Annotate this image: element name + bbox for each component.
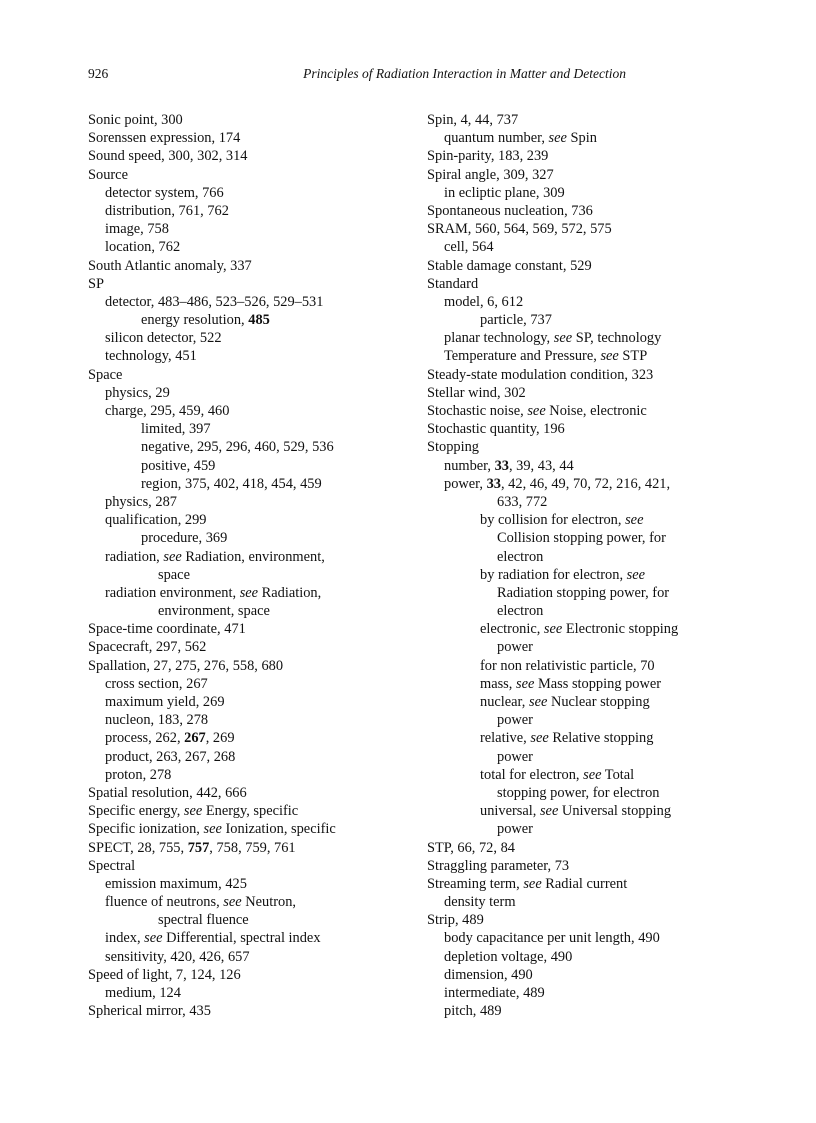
page-number: 926 <box>88 66 109 81</box>
entry-text: Collision stopping power, for <box>497 530 666 547</box>
index-entry <box>427 347 757 365</box>
entry-text: Spatial resolution, 442, 666 <box>88 784 247 801</box>
index-entry <box>427 657 757 675</box>
entry-text: qualification, 299 <box>105 512 207 529</box>
entry-text: environment, space <box>158 603 270 620</box>
entry-text: depletion voltage, 490 <box>444 948 573 965</box>
entry-text: detector system, 766 <box>105 184 224 201</box>
entry-text: Energy, specific <box>202 803 299 820</box>
index-entry <box>427 875 757 893</box>
entry-text: SP, technology <box>572 330 662 347</box>
entry-text: Spacecraft, 297, 562 <box>88 639 207 656</box>
entry-text: Strip, 489 <box>427 912 484 929</box>
entry-text: Specific energy, <box>88 803 184 820</box>
index-entry <box>88 984 408 1002</box>
entry-text: STP <box>618 348 648 365</box>
see-reference: see <box>539 803 559 820</box>
index-entry <box>88 548 408 566</box>
index-entry <box>427 366 757 384</box>
index-entry <box>427 238 757 256</box>
entry-text: Sonic point, 300 <box>88 112 183 128</box>
entry-text: density term <box>444 894 516 911</box>
index-entry <box>427 402 757 420</box>
index-entry <box>88 566 408 584</box>
index-entry <box>88 238 408 256</box>
entry-text: South Atlantic anomaly, 337 <box>88 257 252 274</box>
index-entry <box>427 202 757 220</box>
entry-text: product, 263, 267, 268 <box>105 748 236 765</box>
entry-text: Spin, 4, 44, 737 <box>427 112 519 128</box>
entry-text: body capacitance per unit length, 490 <box>444 930 660 947</box>
entry-text: physics, 287 <box>105 493 177 510</box>
index-entry <box>427 820 757 838</box>
entry-text: particle, 737 <box>480 312 552 329</box>
entry-text: Stopping <box>427 439 479 456</box>
index-entry <box>88 420 408 438</box>
see-reference: see <box>203 821 222 838</box>
entry-text: Straggling parameter, 73 <box>427 857 570 874</box>
entry-text: SRAM, 560, 564, 569, 572, 575 <box>427 221 612 238</box>
entry-text: detector, 483–486, 523–526, 529–531 <box>105 293 324 310</box>
entry-text: STP, 66, 72, 84 <box>427 839 515 856</box>
entry-text: in ecliptic plane, 309 <box>444 184 565 201</box>
index-entry <box>88 184 408 202</box>
index-entry <box>88 1002 408 1020</box>
index-entry <box>427 911 757 929</box>
entry-text: 633, 772 <box>497 493 548 510</box>
entry-text: process, 262, <box>105 730 185 747</box>
index-entry <box>427 893 757 911</box>
entry-text: electron <box>497 603 544 620</box>
index-entry <box>88 820 408 838</box>
index-entry <box>427 420 757 438</box>
entry-text: quantum number, <box>444 130 549 147</box>
index-entry <box>427 948 757 966</box>
index-entry <box>427 475 757 493</box>
entry-text: power <box>497 639 533 656</box>
index-entry <box>88 166 408 184</box>
index-entry <box>427 493 757 511</box>
entry-text: Spherical mirror, 435 <box>88 1003 211 1020</box>
index-entry <box>88 839 408 857</box>
index-entry <box>427 748 757 766</box>
entry-text: radiation, <box>105 548 164 565</box>
entry-text: physics, 29 <box>105 384 170 401</box>
entry-text: Stochastic quantity, 196 <box>427 421 565 438</box>
entry-text: Stable damage constant, 529 <box>427 257 592 274</box>
entry-text: proton, 278 <box>105 766 172 783</box>
entry-text: Spontaneous nucleation, 736 <box>427 202 593 219</box>
index-entry <box>427 293 757 311</box>
entry-text: Spin <box>566 130 597 147</box>
entry-text: dimension, 490 <box>444 966 533 983</box>
entry-text: Mass stopping power <box>534 675 662 692</box>
entry-text: nuclear, <box>480 694 529 710</box>
index-entry <box>427 147 757 165</box>
entry-text: sensitivity, 420, 426, 657 <box>105 948 250 965</box>
index-entry <box>88 329 408 347</box>
see-reference: see <box>548 130 567 147</box>
entry-text: Spin-parity, 183, 239 <box>427 148 549 165</box>
entry-text: Temperature and Pressure, <box>444 348 601 365</box>
entry-text: index, <box>105 930 145 947</box>
index-entry <box>88 402 408 420</box>
entry-text: Steady-state modulation condition, 323 <box>427 366 654 383</box>
entry-text: cell, 564 <box>444 239 494 256</box>
see-reference: see <box>553 330 573 347</box>
index-entry <box>88 493 408 511</box>
index-entry <box>88 438 408 456</box>
entry-text: SPECT, 28, 755, <box>88 839 188 856</box>
index-entry <box>427 384 757 402</box>
see-reference: see <box>625 512 644 529</box>
entry-text: Radiation, <box>258 584 322 601</box>
index-entry <box>88 257 408 275</box>
index-entry <box>88 347 408 365</box>
entry-text: negative, 295, 296, 460, 529, 536 <box>141 439 334 456</box>
entry-text: by collision for electron, <box>480 512 626 529</box>
index-entry <box>88 693 408 711</box>
entry-text: Sound speed, 300, 302, 314 <box>88 148 248 165</box>
page-header <box>88 66 626 84</box>
index-entry <box>427 584 757 602</box>
index-entry <box>427 129 757 147</box>
entry-text: Radial current <box>541 875 628 892</box>
index-entry <box>88 147 408 165</box>
entry-text: silicon detector, 522 <box>105 330 222 347</box>
entry-text: Sorenssen expression, 174 <box>88 130 241 147</box>
entry-text: Differential, spectral index <box>162 930 321 947</box>
see-reference: see <box>543 621 563 638</box>
index-entry <box>427 784 757 802</box>
see-reference: see <box>223 894 242 911</box>
entry-text: Universal stopping <box>558 803 672 820</box>
see-reference: see <box>523 875 542 892</box>
entry-text: Noise, electronic <box>545 403 647 419</box>
entry-text: Streaming term, <box>427 875 524 892</box>
entry-text: fluence of neutrons, <box>105 894 224 911</box>
see-reference: see <box>530 730 549 747</box>
see-reference: see <box>583 766 602 783</box>
index-entry <box>427 693 757 711</box>
index-entry <box>427 184 757 202</box>
index-entry <box>88 893 408 911</box>
entry-text: intermediate, 489 <box>444 985 545 1001</box>
entry-text: by radiation for electron, <box>480 566 627 583</box>
index-entry <box>88 202 408 220</box>
index-entry <box>88 875 408 893</box>
entry-text: Source <box>88 166 128 183</box>
entry-text: Stellar wind, 302 <box>427 384 526 401</box>
index-entry <box>88 638 408 656</box>
see-reference: see <box>163 548 182 565</box>
index-entry <box>427 257 757 275</box>
index-entry <box>88 784 408 802</box>
index-entry <box>427 802 757 820</box>
index-entry <box>427 766 757 784</box>
index-entry <box>427 711 757 729</box>
index-entry <box>427 984 757 1002</box>
index-entry <box>88 457 408 475</box>
see-reference: see <box>183 803 203 820</box>
index-entry <box>427 675 757 693</box>
index-entry <box>427 566 757 584</box>
index-entry <box>88 675 408 693</box>
index-entry <box>88 584 408 602</box>
entry-text: medium, 124 <box>105 985 181 1001</box>
index-entry <box>427 511 757 529</box>
index-entry <box>427 329 757 347</box>
index-entry <box>427 602 757 620</box>
bold-page-ref: 33 <box>494 457 509 474</box>
index-entry <box>88 311 408 329</box>
entry-text: charge, 295, 459, 460 <box>105 403 230 419</box>
entry-text: Specific ionization, <box>88 821 204 838</box>
entry-text: power <box>497 821 533 838</box>
entry-text: electron <box>497 548 544 565</box>
entry-text: cross section, 267 <box>105 675 208 692</box>
index-entry <box>427 438 757 456</box>
index-entry <box>427 529 757 547</box>
index-entry <box>427 311 757 329</box>
entry-text: location, 762 <box>105 239 181 256</box>
entry-text: electronic, <box>480 621 544 638</box>
entry-text: emission maximum, 425 <box>105 875 247 892</box>
entry-text: region, 375, 402, 418, 454, 459 <box>141 475 322 492</box>
entry-text: Spiral angle, 309, 327 <box>427 166 554 183</box>
entry-text: model, 6, 612 <box>444 293 524 310</box>
entry-text: Ionization, specific <box>221 821 336 838</box>
entry-text: image, 758 <box>105 221 169 238</box>
index-entry <box>88 293 408 311</box>
entry-text: SP <box>88 275 105 292</box>
index-column-left <box>88 111 408 1020</box>
index-entry <box>88 766 408 784</box>
entry-text: relative, <box>480 730 531 747</box>
index-entry <box>88 729 408 747</box>
entry-text: planar technology, <box>444 330 554 347</box>
entry-text: mass, <box>480 675 516 692</box>
entry-text: nucleon, 183, 278 <box>105 712 209 729</box>
index-entry <box>427 620 757 638</box>
entry-text: power <box>497 748 533 765</box>
entry-text: Standard <box>427 275 479 292</box>
index-entry <box>88 129 408 147</box>
entry-text: Electronic stopping <box>562 621 679 638</box>
entry-text: Spallation, 27, 275, 276, 558, 680 <box>88 657 284 674</box>
index-entry <box>88 966 408 984</box>
entry-text: universal, <box>480 803 540 820</box>
index-entry <box>427 966 757 984</box>
index-entry <box>88 475 408 493</box>
bold-page-ref: 485 <box>248 312 270 329</box>
entry-text: procedure, 369 <box>141 530 228 547</box>
index-entry <box>88 911 408 929</box>
entry-text: technology, 451 <box>105 348 197 365</box>
index-entry <box>88 802 408 820</box>
entry-text: power <box>497 712 533 729</box>
index-entry <box>427 275 757 293</box>
entry-text: Stochastic noise, <box>427 403 528 419</box>
entry-text: space <box>158 566 190 583</box>
index-entry <box>427 166 757 184</box>
index-entry <box>88 620 408 638</box>
see-reference: see <box>239 584 259 601</box>
entry-text: limited, 397 <box>141 421 211 438</box>
entry-text: stopping power, for electron <box>497 784 660 801</box>
index-entry <box>427 929 757 947</box>
index-entry <box>88 657 408 675</box>
entry-text: distribution, 761, 762 <box>105 202 229 219</box>
index-entry <box>88 384 408 402</box>
index-entry <box>427 857 757 875</box>
see-reference: see <box>600 348 619 365</box>
entry-text: for non relativistic particle, 70 <box>480 657 655 674</box>
entry-text: positive, 459 <box>141 457 216 474</box>
index-entry <box>88 111 408 129</box>
bold-page-ref: 33 <box>486 475 501 492</box>
entry-text: Space <box>88 366 123 383</box>
index-entry <box>88 929 408 947</box>
index-entry <box>427 457 757 475</box>
see-reference: see <box>144 930 163 947</box>
index-entry <box>88 220 408 238</box>
entry-text: Nuclear stopping <box>547 694 650 710</box>
entry-text: total for electron, <box>480 766 584 783</box>
running-title: Principles of Radiation Interaction in Matter and Detection <box>303 66 626 81</box>
index-entry <box>88 711 408 729</box>
entry-text: , 42, 46, 49, 70, 72, 216, 421, <box>500 475 671 492</box>
index-entry <box>427 111 757 129</box>
index-entry <box>427 548 757 566</box>
index-entry <box>88 748 408 766</box>
entry-text: Total <box>601 766 635 783</box>
see-reference: see <box>515 675 535 692</box>
entry-text: Radiation, environment, <box>181 548 325 565</box>
index-entry <box>88 529 408 547</box>
see-reference: see <box>626 566 646 583</box>
entry-text: Relative stopping <box>548 730 654 747</box>
entry-text: , 39, 43, 44 <box>508 457 574 474</box>
entry-text: pitch, 489 <box>444 1003 502 1020</box>
index-entry <box>88 857 408 875</box>
see-reference: see <box>527 403 546 419</box>
entry-text: Speed of light, 7, 124, 126 <box>88 966 241 983</box>
bold-page-ref: 757 <box>187 839 210 856</box>
entry-text: , 269 <box>205 730 235 747</box>
index-entry <box>88 948 408 966</box>
entry-text: Radiation stopping power, for <box>497 584 670 601</box>
entry-text: Spectral <box>88 857 136 874</box>
see-reference: see <box>528 694 548 710</box>
entry-text: radiation environment, <box>105 584 240 601</box>
entry-text: energy resolution, <box>141 312 249 329</box>
entry-text: maximum yield, 269 <box>105 694 225 710</box>
index-entry <box>427 1002 757 1020</box>
index-column-right <box>427 111 757 1020</box>
index-entry <box>88 366 408 384</box>
index-entry <box>88 511 408 529</box>
bold-page-ref: 267 <box>184 730 206 747</box>
entry-text: spectral fluence <box>158 912 249 929</box>
entry-text: power, <box>444 475 487 492</box>
entry-text: Space-time coordinate, 471 <box>88 621 246 638</box>
index-entry <box>427 638 757 656</box>
index-entry <box>427 839 757 857</box>
entry-text: number, <box>444 457 495 474</box>
index-entry <box>88 275 408 293</box>
entry-text: , 758, 759, 761 <box>209 839 296 856</box>
index-entry <box>88 602 408 620</box>
entry-text: Neutron, <box>241 894 297 911</box>
index-entry <box>427 220 757 238</box>
index-entry <box>427 729 757 747</box>
